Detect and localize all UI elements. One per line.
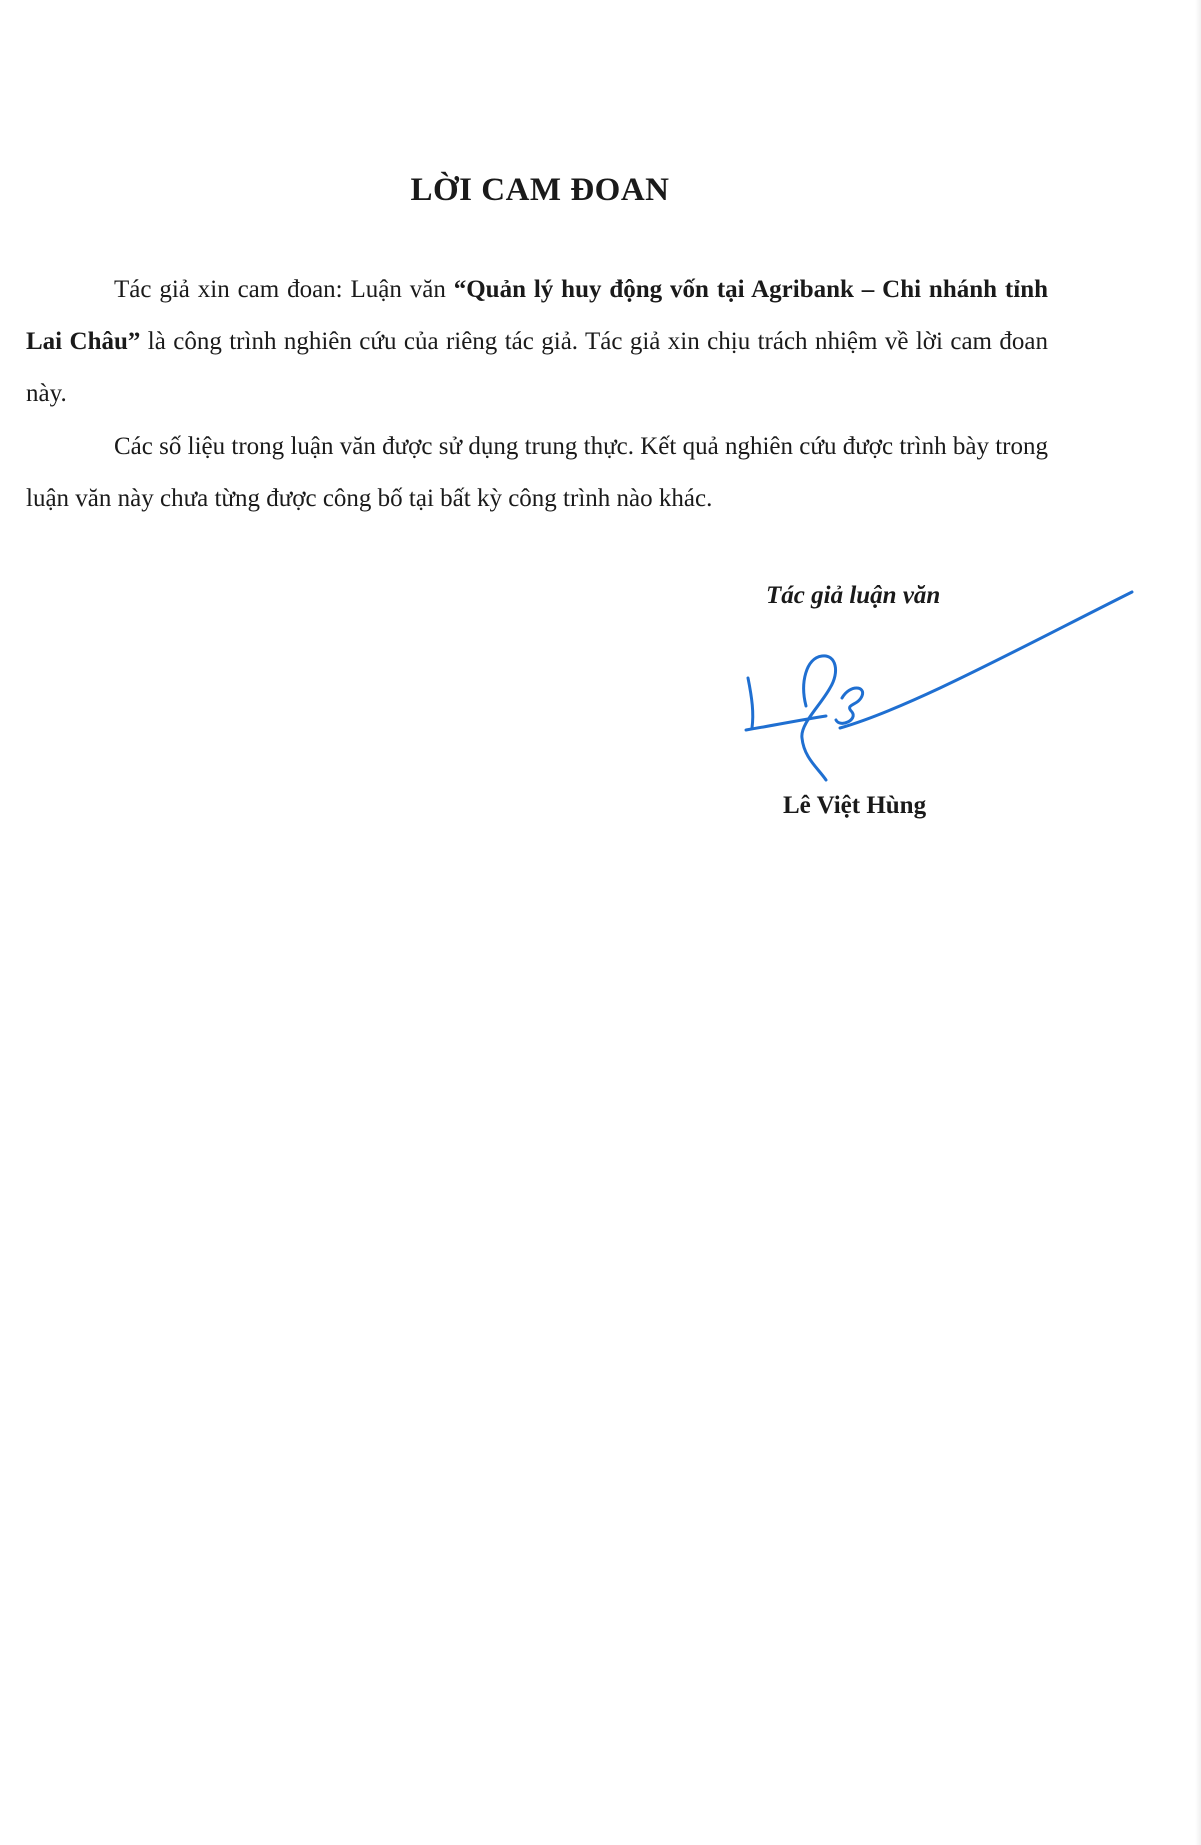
declaration-intro: Tác giả xin cam đoan: Luận văn [114,276,454,303]
data-integrity-text: Các số liệu trong luận văn được sử dụng trung thực. Kết quả nghiên cứu được trình bày trong luận văn này chưa từng được công bố tại bất kỳ công trình nào khác. [26,433,1048,512]
data-integrity-paragraph [26,421,1048,525]
handwritten-signature [740,588,1140,788]
scan-edge [1195,0,1201,1845]
author-name: Lê Việt Hùng [783,792,927,819]
declaration-paragraph [26,264,1048,420]
page-title: LỜI CAM ĐOAN [410,172,670,208]
signature-label: Tác giả luận văn [766,582,941,609]
thesis-title: “Quản lý huy động vốn tại Agribank – Chi nhánh tỉnh Lai Châu” [26,276,1048,355]
declaration-rest: là công trình nghiên cứu của riêng tác giả. Tác giả xin chịu trách nhiệm về lời cam đoan này. [26,328,1049,407]
